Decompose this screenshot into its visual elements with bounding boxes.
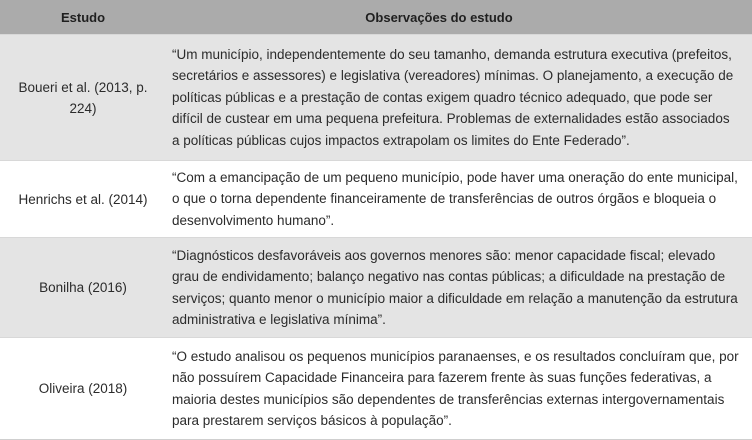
table-row bbox=[0, 337, 752, 439]
table-row bbox=[0, 237, 752, 337]
study-cell: Henrichs et al. (2014) bbox=[18, 191, 148, 207]
observation-cell: “Diagnósticos desfavoráveis aos governos menores são: menor capacidade fiscal; elevado grau de endividamento; balanço negativo nas contas públicas; a dificuldade na prestação de serviços; quanto menor o município maior a dificuldade em relação a manutenção da estrutura administrativa e legislativa mínima”. bbox=[172, 247, 738, 327]
header-study: Estudo bbox=[60, 9, 106, 25]
table-row bbox=[0, 160, 752, 237]
table-header bbox=[0, 0, 752, 34]
observation-cell: “Com a emancipação de um pequeno município, pode haver uma oneração do ente municipal, o que o torna dependente financeiramente de transferências de outros órgãos e bloqueia o desenvolvimento humano”. bbox=[172, 169, 738, 228]
study-cell: Oliveira (2018) bbox=[38, 381, 128, 396]
study-cell: Boueri et al. (2013, p. 224) bbox=[18, 79, 148, 116]
observation-cell: “O estudo analisou os pequenos municípios paranaenses, e os resultados concluíram que, por não possuírem Capacidade Financeira para fazerem frente às suas funções federativas, a maioria destes municípios são dependentes de transferências externas intergovernamentais para prestarem serviços básicos à população”. bbox=[172, 348, 739, 428]
observation-cell: “Um município, independentemente do seu tamanho, demanda estrutura executiva (prefeitos, secretários e assessores) e legislativa (vereadores) mínimas. O planejamento, a execução de políticas públicas e a prestação de contas exigem quadro técnico adequado, que pode ser difícil de custear em uma pequena prefeitura. Problemas de externalidades estão associados a políticas públicas cujos impactos extrapolam os limites do Ente Federado”. bbox=[172, 46, 734, 148]
study-cell: Bonilha (2016) bbox=[39, 280, 127, 295]
header-observations: Observações do estudo bbox=[365, 9, 513, 25]
table-row bbox=[0, 34, 752, 160]
